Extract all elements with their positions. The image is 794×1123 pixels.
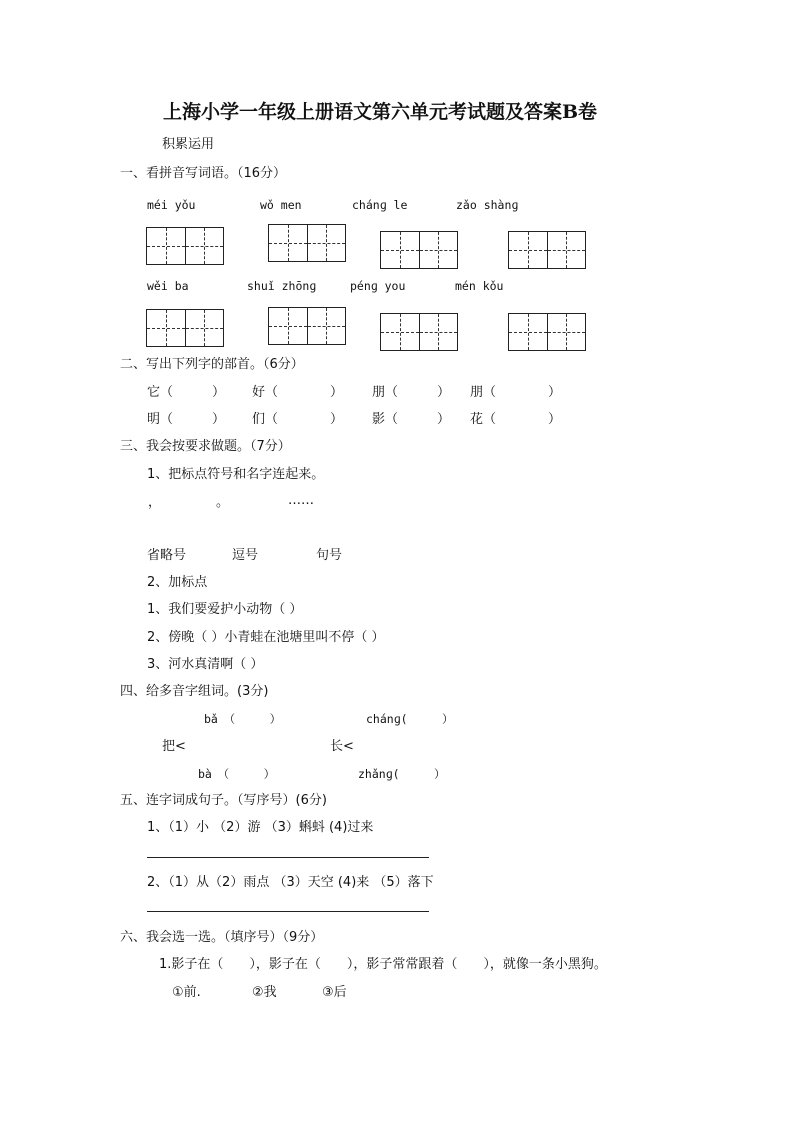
radical-item[interactable]: 它（ ）: [147, 385, 226, 400]
pinyin-label: wǒ men: [260, 198, 302, 212]
q6-heading: 六、我会选一选。（填序号）（9分）: [120, 930, 324, 945]
radical-item[interactable]: 影（ ）: [372, 412, 451, 427]
radical-item[interactable]: 们（ ）: [252, 412, 344, 427]
choice-sentence[interactable]: 1.影子在（ ），影子在（ ），影子常常跟着（ ），就像一条小黑狗。: [159, 957, 607, 972]
writing-grid[interactable]: [508, 313, 586, 351]
polyphone-pinyin[interactable]: zhǎnɡ( ）: [358, 767, 446, 781]
punctuation-mark[interactable]: ……: [288, 493, 314, 508]
word-order-item: 1、（1）小 （2）游 （3）蝌蚪 (4)过来: [147, 820, 374, 835]
radical-item[interactable]: 花（ ）: [470, 412, 562, 427]
q3-sub1: 1、把标点符号和名字连起来。: [147, 467, 325, 482]
sentence-item[interactable]: 2、傍晚（ ）小青蛙在池塘里叫不停（ ）: [147, 630, 385, 645]
q3-heading: 三、我会按要求做题。（7分）: [120, 439, 291, 454]
pinyin-label: shuǐ zhōnɡ: [247, 279, 317, 293]
radical-item[interactable]: 朋（ ）: [372, 385, 451, 400]
writing-grid[interactable]: [146, 227, 224, 265]
pinyin-label: wěi ba: [147, 279, 189, 293]
q3-sub2: 2、加标点: [147, 575, 208, 590]
pinyin-label: méi yǒu: [147, 198, 196, 212]
punctuation-mark[interactable]: ，: [148, 495, 162, 510]
pinyin-label: chánɡ le: [352, 198, 408, 212]
q2-heading: 二、写出下列字的部首。（6分）: [120, 357, 304, 372]
pinyin-label: mén kǒu: [455, 279, 504, 293]
q4-heading: 四、给多音字组词。(3分): [120, 684, 269, 699]
writing-grid[interactable]: [268, 307, 346, 345]
choice-option[interactable]: ①前.: [172, 985, 201, 1000]
radical-item[interactable]: 明（ ）: [147, 412, 226, 427]
choice-option[interactable]: ②我: [252, 985, 277, 1000]
sentence-item[interactable]: 3、河水真清啊（ ）: [147, 657, 264, 672]
answer-line[interactable]: [147, 911, 429, 912]
polyphone-char: 把<: [162, 739, 186, 754]
writing-grid[interactable]: [380, 231, 458, 269]
q1-heading: 一、看拼音写词语。（16分）: [120, 166, 287, 181]
polyphone-char: 长<: [330, 739, 354, 754]
punctuation-mark[interactable]: 。: [216, 495, 230, 510]
writing-grid[interactable]: [380, 313, 458, 351]
radical-item[interactable]: 朋（ ）: [470, 385, 562, 400]
radical-item[interactable]: 好（ ）: [252, 385, 344, 400]
writing-grid[interactable]: [146, 309, 224, 347]
polyphone-pinyin[interactable]: chánɡ( ）: [366, 712, 454, 726]
choice-option[interactable]: ③后: [322, 985, 347, 1000]
page-title: 上海小学一年级上册语文第六单元考试题及答案B卷: [163, 101, 598, 123]
writing-grid[interactable]: [508, 231, 586, 269]
punctuation-name[interactable]: 省略号: [147, 548, 187, 563]
word-order-item: 2、（1）从（2）雨点 （3）天空 (4)来 （5）落下: [147, 875, 434, 890]
polyphone-pinyin[interactable]: bà （ ）: [198, 767, 276, 781]
answer-line[interactable]: [147, 857, 429, 858]
polyphone-pinyin[interactable]: bǎ （ ）: [204, 712, 282, 726]
sentence-item[interactable]: 1、我们要爱护小动物（ ）: [147, 602, 303, 617]
punctuation-name[interactable]: 逗号: [232, 548, 259, 563]
writing-grid[interactable]: [268, 224, 346, 262]
section-header: 积累运用: [162, 137, 215, 152]
pinyin-label: pénɡ you: [350, 279, 406, 293]
pinyin-label: zǎo shànɡ: [456, 198, 519, 212]
q5-heading: 五、连字词成句子。（写序号）(6分): [120, 793, 327, 808]
punctuation-name[interactable]: 句号: [316, 548, 343, 563]
